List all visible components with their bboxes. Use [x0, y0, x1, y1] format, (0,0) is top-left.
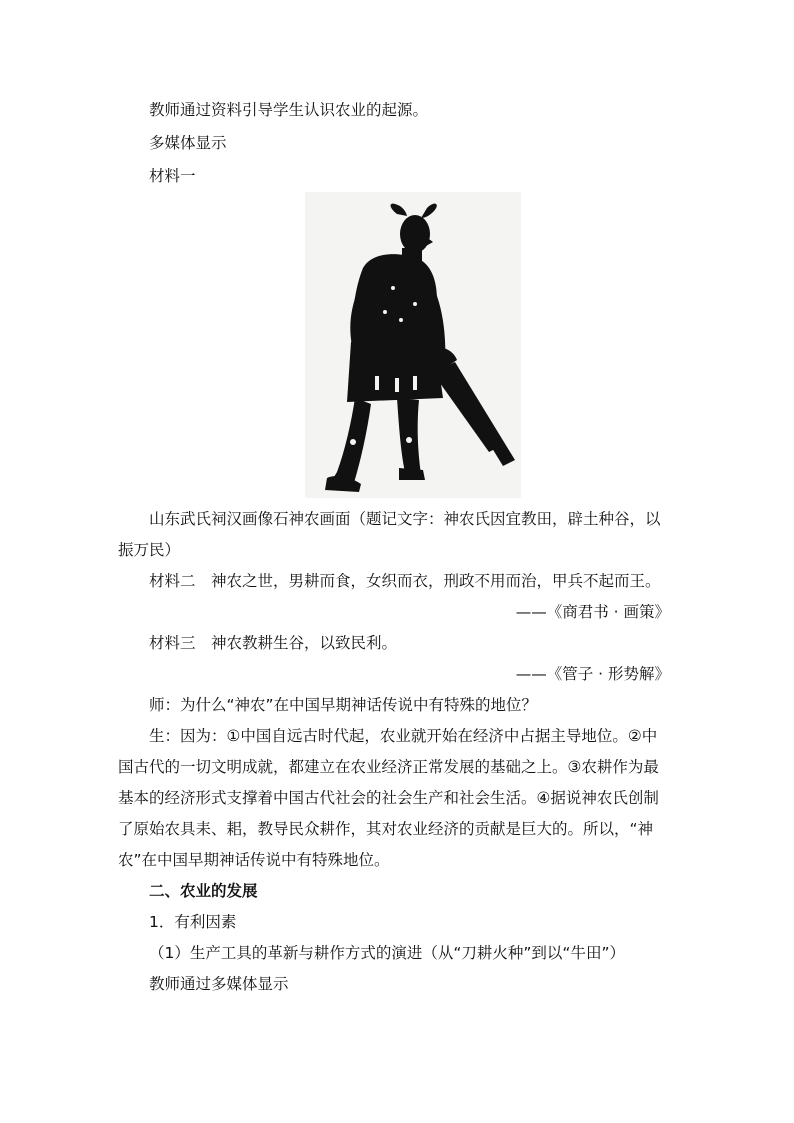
material1-label: 材料一	[149, 167, 196, 185]
closing-text: 教师通过多媒体显示	[149, 975, 289, 993]
material2-source: ——《商君书 · 画策》	[515, 603, 670, 621]
student-answer-line2: 国古代的一切文明成就，都建立在农业经济正常发展的基础之上。③农耕作为最	[118, 758, 659, 776]
section2-heading: 二、农业的发展	[149, 882, 258, 900]
student-answer-line1: 生：因为：①中国自远古时代起，农业就开始在经济中占据主导地位。②中	[149, 727, 658, 745]
material3-text: 材料三 神农教耕生谷，以致民利。	[149, 634, 398, 652]
item1-text: （1）生产工具的革新与耕作方式的演进（从“刀耕火种”到以“牛田”）	[149, 944, 625, 962]
figure-caption-line1: 山东武氏祠汉画像石神农画面（题记文字：神农氏因宜教田，辟土种谷，以	[149, 510, 661, 528]
student-answer-line3: 基本的经济形式支撑着中国古代社会的社会生产和社会生活。④据说神农氏创制	[118, 789, 659, 807]
figure-caption-line2: 振万民）	[118, 541, 181, 559]
teacher-question: 师：为什么“神农”在中国早期神话传说中有特殊的地位？	[149, 696, 538, 714]
multimedia-label: 多媒体显示	[149, 134, 227, 152]
material2-text: 材料二 神农之世，男耕而食，女织而衣，刑政不用而治，甲兵不起而王。	[149, 572, 661, 590]
material3-source: ——《管子 · 形势解》	[515, 665, 670, 683]
student-answer-line4: 了原始农具耒、耜，教导民众耕作，其对农业经济的贡献是巨大的。所以，“神	[118, 820, 654, 838]
subsection1-heading: 1．有利因素	[149, 913, 237, 931]
shennong-relief-figure	[305, 192, 521, 498]
shennong-silhouette-icon	[305, 192, 521, 498]
student-answer-line5: 农”在中国早期神话传说中有特殊地位。	[118, 851, 390, 869]
intro-text: 教师通过资料引导学生认识农业的起源。	[149, 101, 429, 119]
